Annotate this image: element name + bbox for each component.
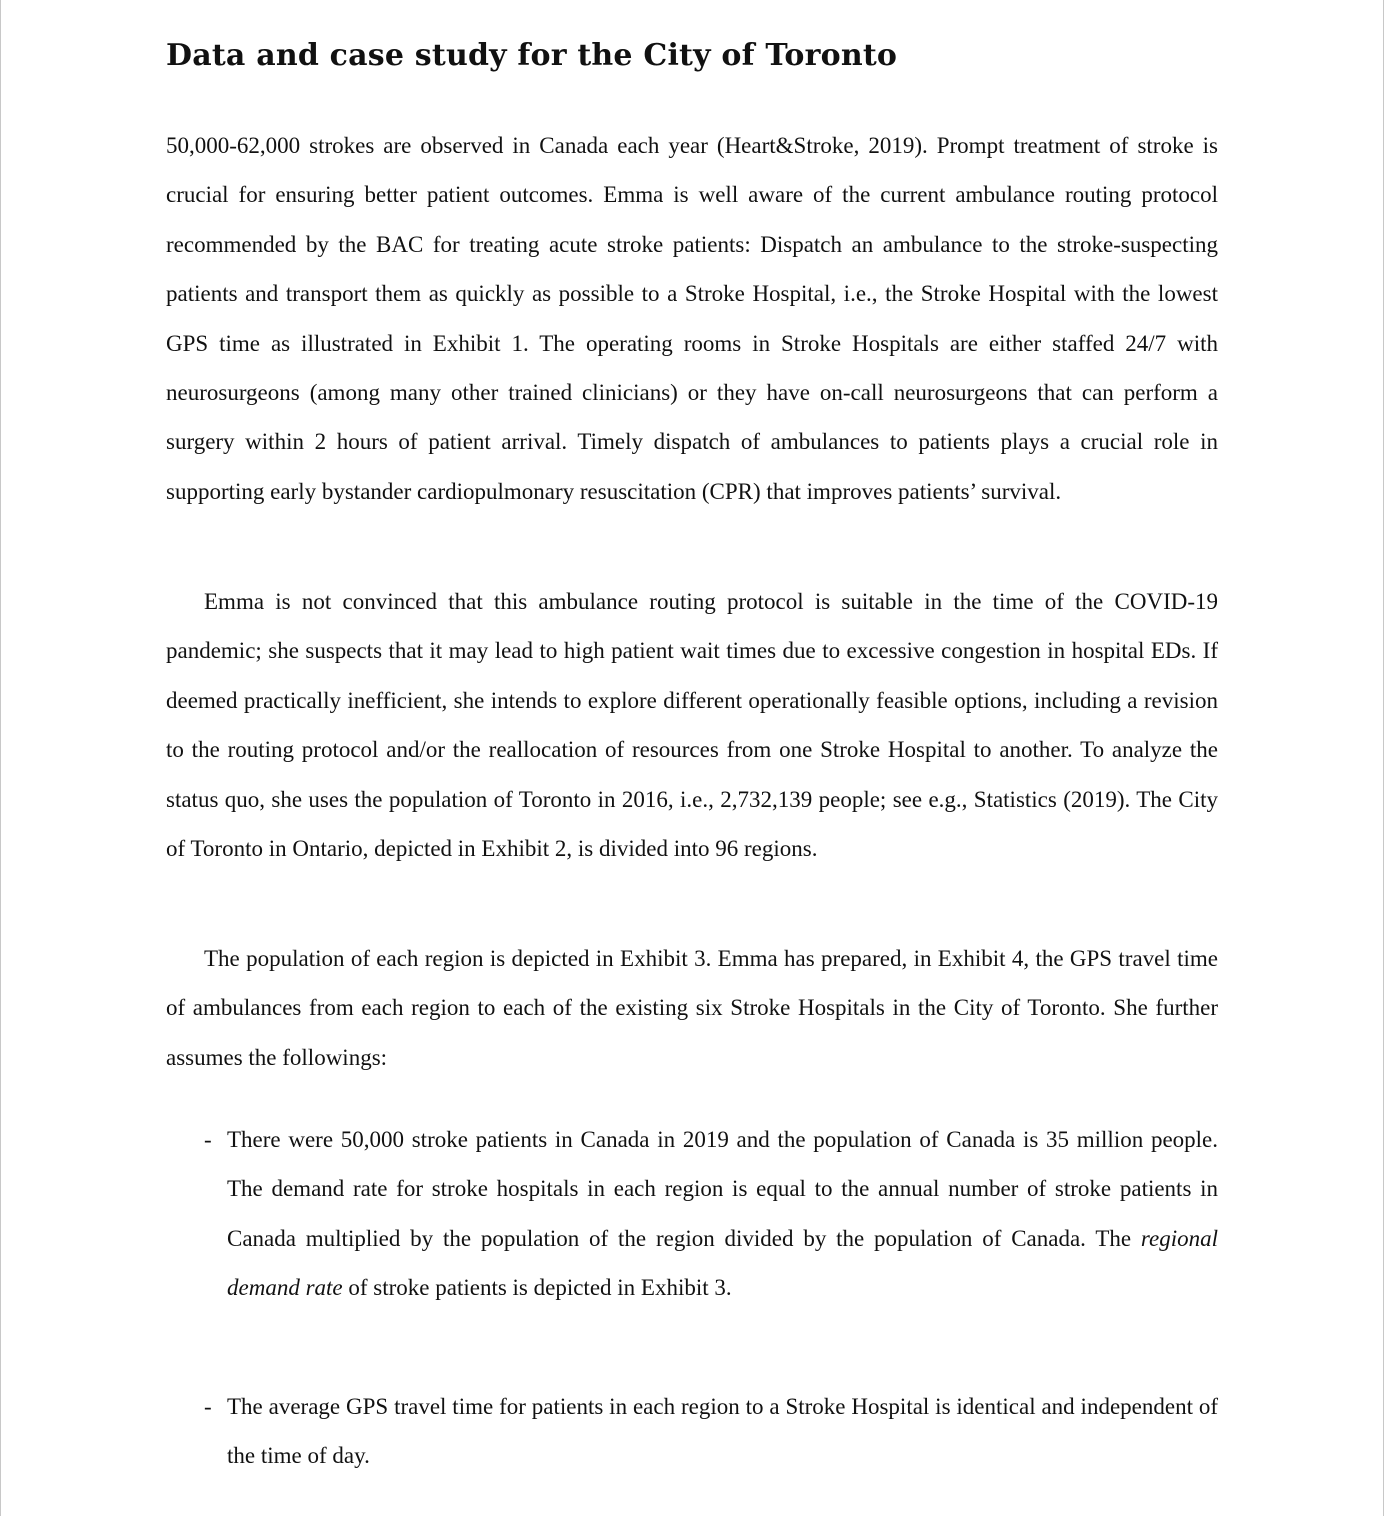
section-title: Data and case study for the City of Toronto bbox=[166, 38, 898, 73]
list-item-text bbox=[227, 1382, 1218, 1481]
assumption-list-item bbox=[166, 1115, 1218, 1313]
paragraph-intro: 50,000-62,000 strokes are observed in Canada each year (Heart&Stroke, 2019). Prompt treatment of stroke is crucial for ensuring better patient outcomes. Emma is well aware of the current ambulance routing protocol recommended by the BAC for treating acute stroke patients: Dispatch an ambulance to the stroke-suspecting patients and transport them as quickly as possible to a Stroke Hospital, i.e., the Stroke Hospital with the lowest GPS time as illustrated in Exhibit 1. The operating rooms in Stroke Hospitals are either staffed 24/7 with neurosurgeons (among many other trained clinicians) or they have on-call neurosurgeons that can perform a surgery within 2 hours of patient arrival. Timely dispatch of ambulances to patients plays a crucial role in supporting early bystander cardiopulmonary resuscitation (CPR) that improves patients’ survival. bbox=[166, 133, 1218, 504]
list-item-text-part: The average GPS travel time for patients in each region to a Stroke Hospital is identical and independent of the time of day. bbox=[227, 1394, 1218, 1469]
list-marker: - bbox=[204, 1127, 212, 1152]
list-item-text-part: of stroke patients is depicted in Exhibit 3. bbox=[342, 1275, 732, 1301]
list-item-text-part: There were 50,000 stroke patients in Canada in 2019 and the population of Canada is 35 million people. The demand rate for stroke hospitals in each region is equal to the annual number of stroke patients in Canada multiplied by the population of the region divided by the population of Canada. The bbox=[227, 1127, 1218, 1251]
list-marker: - bbox=[204, 1394, 212, 1419]
paragraph-covid-concern: Emma is not convinced that this ambulance routing protocol is suitable in the time of the COVID-19 pandemic; she suspects that it may lead to high patient wait times due to excessive congestion in hospital EDs. If deemed practically inefficient, she intends to explore different operationally feasible options, including a revision to the routing protocol and/or the reallocation of resources from one Stroke Hospital to another. To analyze the status quo, she uses the population of Toronto in 2016, i.e., 2,732,139 people; see e.g., Statistics (2019). The City of Toronto in Ontario, depicted in Exhibit 2, is divided into 96 regions. bbox=[166, 589, 1218, 862]
paragraph-exhibits: The population of each region is depicted in Exhibit 3. Emma has prepared, in Exhibit 4, the GPS travel time of ambulances from each region to each of the existing six Stroke Hospitals in the City of Toronto. She further assumes the followings: bbox=[166, 946, 1218, 1070]
list-item-text bbox=[227, 1115, 1218, 1313]
emphasized-term: regional demand rate bbox=[227, 1225, 1218, 1301]
assumption-list-item bbox=[166, 1382, 1218, 1481]
